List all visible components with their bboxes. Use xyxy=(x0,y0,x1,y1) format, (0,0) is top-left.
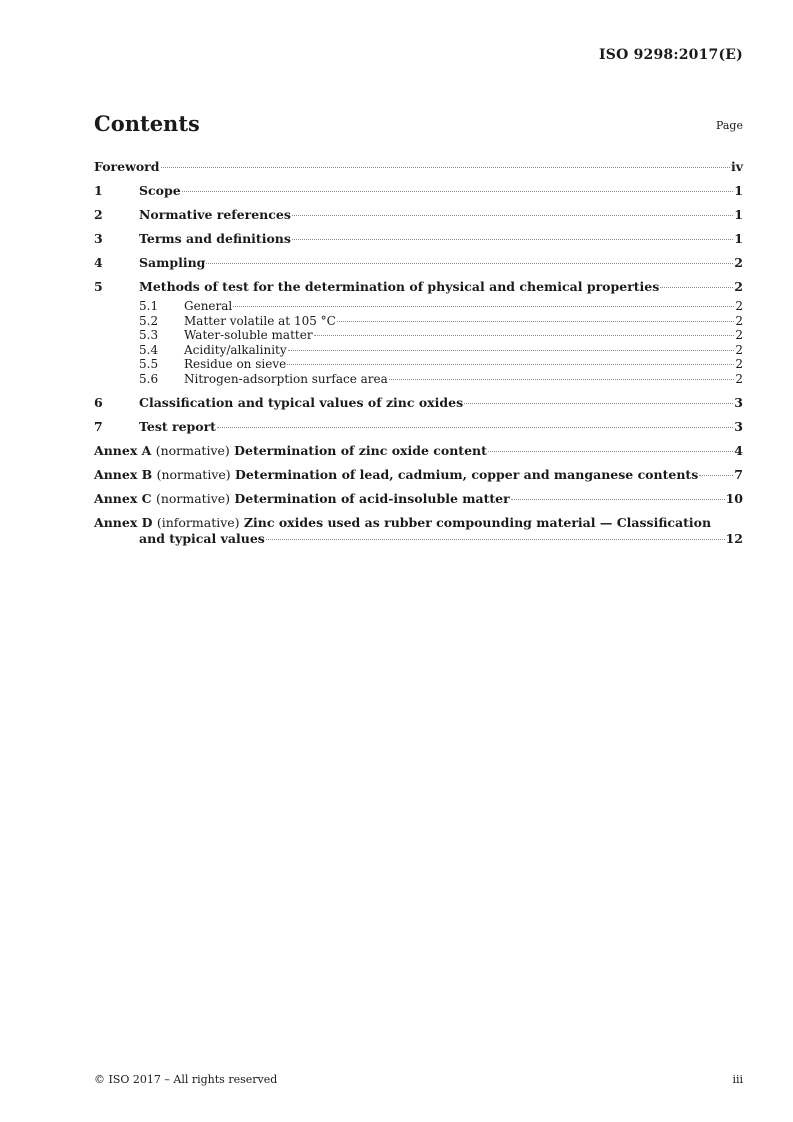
toc-subentry-page: 2 xyxy=(735,313,743,328)
toc-entry-page: iv xyxy=(730,159,743,174)
annex-label: Annex B xyxy=(94,467,153,482)
annex-page: 7 xyxy=(734,467,743,482)
annex-label: Annex A xyxy=(94,443,152,458)
toc-entry-title: Methods of test for the determination of physical and chemical properties xyxy=(139,279,660,294)
toc-entry-number: 5 xyxy=(94,279,103,294)
page-number: iii xyxy=(732,1073,743,1086)
toc-entry-number: 1 xyxy=(94,183,103,198)
toc-entry-page: 2 xyxy=(734,255,743,270)
toc-entry-1[interactable] xyxy=(94,179,743,203)
toc-annex-b[interactable] xyxy=(94,463,743,487)
dot-leader xyxy=(206,263,733,264)
toc-subentry-5-2[interactable] xyxy=(94,314,743,329)
toc-subentry-page: 2 xyxy=(735,342,743,357)
page-column-label: Page xyxy=(715,119,743,132)
dot-leader xyxy=(337,321,735,322)
annex-label: Annex C xyxy=(94,491,152,506)
toc-entry-page: 1 xyxy=(734,231,743,246)
toc-entry-page: 1 xyxy=(734,183,743,198)
toc-entry-4[interactable] xyxy=(94,251,743,275)
dot-leader xyxy=(389,379,735,380)
toc-annex-c[interactable] xyxy=(94,487,743,511)
dot-leader xyxy=(217,427,733,428)
document-id-header: ISO 9298:2017(E) xyxy=(599,47,743,63)
annex-title-line-2: and typical values xyxy=(139,531,265,546)
toc-annex-a[interactable] xyxy=(94,439,743,463)
contents-heading: Contents xyxy=(94,111,200,136)
toc-subentry-number: 5.6 xyxy=(139,371,159,386)
toc-entry-5[interactable] xyxy=(94,275,743,299)
toc-entry-title: Classification and typical values of zinc oxides xyxy=(139,395,464,410)
toc-subentry-title: Water-soluble matter xyxy=(184,328,313,342)
toc-annex-d[interactable] xyxy=(94,511,743,547)
toc-entry-number: 3 xyxy=(94,231,103,246)
toc-entry-2[interactable] xyxy=(94,203,743,227)
dot-leader xyxy=(287,364,734,365)
toc-entry-number: 6 xyxy=(94,395,103,410)
toc-subentry-5-6[interactable] xyxy=(94,372,743,387)
annex-page: 12 xyxy=(725,531,743,546)
annex-title: Determination of acid-insoluble matter xyxy=(234,491,510,506)
toc-subentry-page: 2 xyxy=(735,328,743,342)
toc-entry-number: 7 xyxy=(94,419,103,434)
toc-entry-page: 3 xyxy=(734,395,743,410)
toc-entry-foreword[interactable] xyxy=(94,155,743,179)
toc-subentry-number: 5.2 xyxy=(139,313,159,328)
annex-title-line-1: Zinc oxides used as rubber compounding material — Classification xyxy=(243,515,712,530)
toc-entry-page: 1 xyxy=(734,207,743,222)
toc-subentry-5-1[interactable] xyxy=(94,299,743,314)
copyright-footer: © ISO 2017 – All rights reserved xyxy=(94,1073,278,1086)
dot-leader xyxy=(660,287,733,288)
dot-leader xyxy=(464,403,733,404)
annex-kind: (normative) xyxy=(155,443,230,458)
toc-subentry-page: 2 xyxy=(735,299,743,313)
dot-leader xyxy=(288,350,735,351)
toc-subentry-5-5[interactable] xyxy=(94,357,743,372)
toc-entry-6[interactable] xyxy=(94,391,743,415)
toc-entry-3[interactable] xyxy=(94,227,743,251)
table-of-contents xyxy=(94,155,743,547)
annex-page: 10 xyxy=(725,491,743,506)
dot-leader xyxy=(488,451,733,452)
toc-entry-title: Test report xyxy=(139,419,216,434)
toc-subentry-number: 5.5 xyxy=(139,357,159,371)
toc-entry-number: 4 xyxy=(94,255,103,270)
toc-entry-title: Foreword xyxy=(94,159,160,174)
dot-leader xyxy=(511,499,725,500)
annex-title: Determination of zinc oxide content xyxy=(234,443,487,458)
annex-kind: (informative) xyxy=(156,515,240,530)
dot-leader xyxy=(161,167,730,168)
toc-entry-title: Sampling xyxy=(139,255,206,270)
toc-entry-title: Scope xyxy=(139,183,181,198)
toc-subentry-number: 5.4 xyxy=(139,342,159,357)
dot-leader xyxy=(699,475,733,476)
toc-subentry-title: Acidity/alkalinity xyxy=(184,342,287,357)
dot-leader xyxy=(292,215,733,216)
toc-entry-page: 2 xyxy=(734,279,743,294)
dot-leader xyxy=(314,335,735,336)
toc-subentry-title: General xyxy=(184,299,233,313)
toc-subentry-5-3[interactable] xyxy=(94,328,743,343)
dot-leader xyxy=(182,191,734,192)
toc-subentry-title: Nitrogen-adsorption surface area xyxy=(184,371,388,386)
toc-subentry-title: Residue on sieve xyxy=(184,357,287,371)
annex-title: Determination of lead, cadmium, copper and manganese contents xyxy=(235,467,699,482)
toc-subentry-title: Matter volatile at 105 °C xyxy=(184,313,336,328)
toc-subentry-number: 5.3 xyxy=(139,328,159,342)
toc-subentry-5-4[interactable] xyxy=(94,343,743,358)
annex-kind: (normative) xyxy=(156,467,231,482)
annex-page: 4 xyxy=(734,443,743,458)
annex-kind: (normative) xyxy=(155,491,231,506)
annex-label: Annex D xyxy=(94,515,153,530)
toc-entry-title: Terms and definitions xyxy=(139,231,291,246)
toc-subentry-page: 2 xyxy=(735,357,743,371)
toc-entry-7[interactable] xyxy=(94,415,743,439)
dot-leader xyxy=(266,539,725,540)
toc-subentry-number: 5.1 xyxy=(139,299,159,313)
dot-leader xyxy=(233,306,734,307)
toc-entry-title: Normative references xyxy=(139,207,291,222)
dot-leader xyxy=(292,239,733,240)
toc-subentry-page: 2 xyxy=(735,371,743,386)
toc-entry-page: 3 xyxy=(734,419,743,434)
toc-entry-number: 2 xyxy=(94,207,103,222)
